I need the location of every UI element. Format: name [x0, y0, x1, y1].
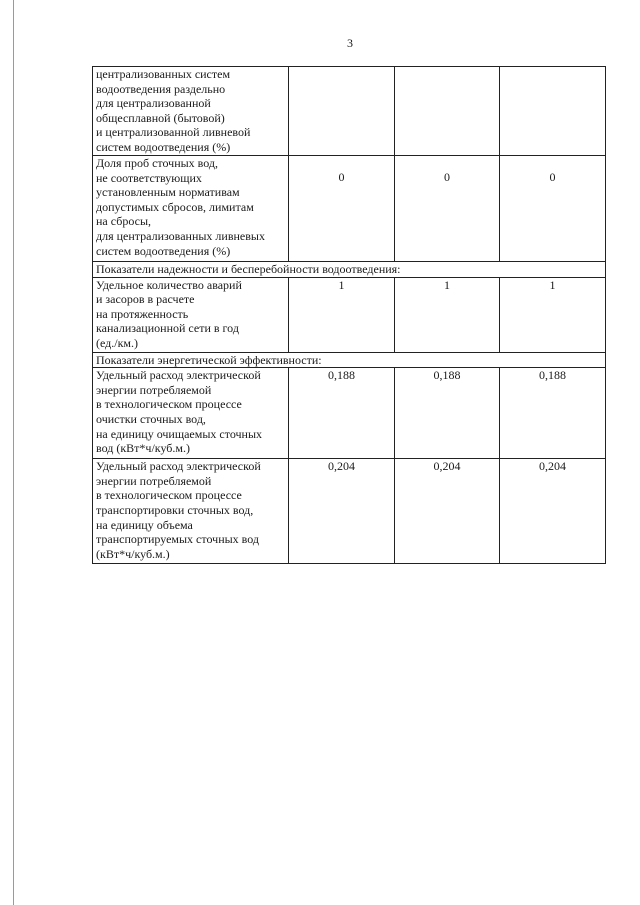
value-cell: 1 [500, 277, 606, 352]
indicator-label: Удельный расход электрической энергии потребляемой в технологическом процессе очистки сточных вод, на единицу очищаемых сточных вод (кВт*ч/куб.м.) [93, 368, 289, 459]
value-cell: 0,204 [289, 459, 395, 564]
section-heading: Показатели надежности и бесперебойности водоотведения: [93, 262, 606, 278]
value-cell: 0,188 [289, 368, 395, 459]
table-row [93, 459, 606, 564]
section-row [93, 352, 606, 368]
value-cell: 0,188 [500, 368, 606, 459]
indicator-label: Доля проб сточных вод, не соответствующих установленным нормативам допустимых сбросов, лимитам на сбросы, для централизованных ливневых систем водоотведения (%) [93, 156, 289, 262]
value-cell: 0,188 [395, 368, 500, 459]
value-cell [500, 67, 606, 156]
indicator-label: Удельное количество аварий и засоров в расчете на протяженность канализационной сети в год (ед./км.) [93, 277, 289, 352]
indicator-label: централизованных систем водоотведения раздельно для централизованной общесплавной (бытовой) и централизованной ливневой систем водоотведения (%) [93, 67, 289, 156]
page-number: 3 [347, 36, 353, 50]
value-cell [395, 67, 500, 156]
value-cell: 0,204 [395, 459, 500, 564]
table-row [93, 277, 606, 352]
table-row [93, 67, 606, 156]
table-row [93, 156, 606, 262]
value-cell: 0 [289, 156, 395, 262]
binding-edge-line [13, 0, 14, 905]
value-cell: 1 [395, 277, 500, 352]
value-cell: 0 [395, 156, 500, 262]
section-row [93, 262, 606, 278]
table-row [93, 368, 606, 459]
value-cell: 0,204 [500, 459, 606, 564]
value-cell: 0 [500, 156, 606, 262]
indicators-table [92, 66, 606, 564]
value-cell [289, 67, 395, 156]
value-cell: 1 [289, 277, 395, 352]
indicator-label: Удельный расход электрической энергии потребляемой в технологическом процессе транспортировки сточных вод, на единицу объема транспортируемых сточных вод (кВт*ч/куб.м.) [93, 459, 289, 564]
section-heading: Показатели энергетической эффективности: [93, 352, 606, 368]
